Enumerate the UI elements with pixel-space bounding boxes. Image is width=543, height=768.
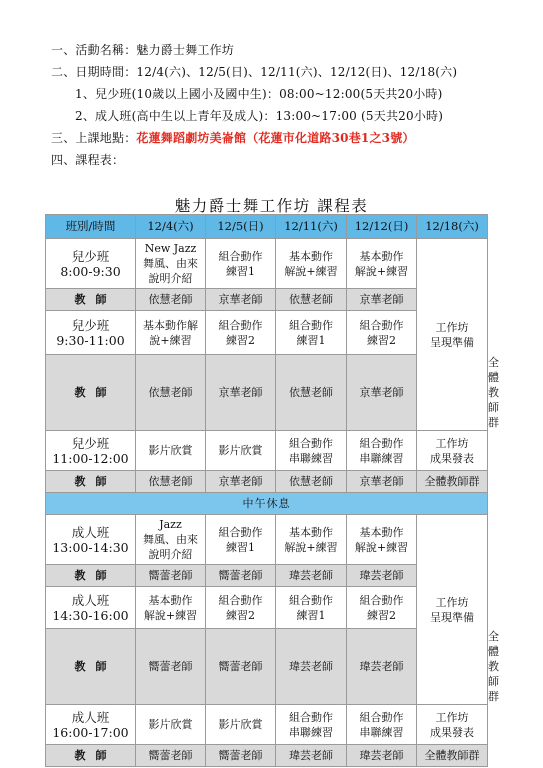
course-cell: 基本動作解 說+練習 [136,311,206,355]
header-cell: 12/11(六) [276,215,347,239]
teacher-cell: 依慧老師 [136,289,206,311]
teacher-cell: 嚮蕾老師 [136,565,206,587]
course-cell: 組合動作 練習1 [206,515,276,565]
venue-label: 三、上課地點： [51,131,137,145]
class-time-cell: 成人班 14:30-16:00 [46,587,136,629]
teacher-cell: 瑋芸老師 [347,629,417,705]
teacher-cell: 京華老師 [206,355,276,431]
teacher-cell: 京華老師 [347,355,417,431]
event-name-line: 一、活動名稱：魅力爵士舞工作坊 [51,43,235,57]
teacher-cell: 嚮蕾老師 [136,745,206,767]
teacher-cell: 嚮蕾老師 [206,629,276,705]
teacher-cell: 瑋芸老師 [276,745,347,767]
teacher-cell: 依慧老師 [276,289,347,311]
header-cell: 12/5(日) [206,215,276,239]
teacher-cell: 瑋芸老師 [347,565,417,587]
teacher-cell: 依慧老師 [276,355,347,431]
course-cell: 組合動作 練習2 [206,587,276,629]
prep-cell: 工作坊 呈現準備 [417,239,488,431]
schedule-table [45,214,499,767]
teacher-label: 教師 [46,289,136,311]
course-cell: 影片欣賞 [206,705,276,745]
teacher-cell: 全體教師群 [417,471,488,493]
course-cell: 組合動作 串聯練習 [276,431,347,471]
table-row [46,239,488,289]
class-time-cell: 成人班 16:00-17:00 [46,705,136,745]
course-cell: 影片欣賞 [136,705,206,745]
event-info [51,42,531,174]
class-time-cell: 成人班 13:00-14:30 [46,515,136,565]
teacher-cell: 依慧老師 [136,355,206,431]
course-cell: 工作坊 成果發表 [417,705,488,745]
class-time-cell: 兒少班 9:30-11:00 [46,311,136,355]
teacher-row [46,745,488,767]
teacher-label: 教師 [46,471,136,493]
teacher-cell: 嚮蕾老師 [206,745,276,767]
course-cell: 組合動作 串聯練習 [347,431,417,471]
table-row [46,431,488,471]
teacher-row: 教師 嚮蕾老師 嚮蕾老師 瑋芸老師 瑋芸老師 全體教師群 [46,629,488,705]
teacher-cell: 依慧老師 [276,471,347,493]
teacher-label: 教師 [46,745,136,767]
lunch-break: 中午休息 [46,493,488,515]
teacher-label: 教師 [46,565,136,587]
teacher-cell: 瑋芸老師 [276,629,347,705]
table-row [46,705,488,745]
teacher-cell: 瑋芸老師 [276,565,347,587]
course-cell: New Jazz 舞風、由來 說明介紹 [136,239,206,289]
teacher-label: 教師 [46,355,136,431]
course-cell: 影片欣賞 [206,431,276,471]
teacher-cell: 瑋芸老師 [347,745,417,767]
teacher-cell: 京華老師 [206,471,276,493]
header-row [46,215,488,239]
course-cell: 基本動作 解說+練習 [276,515,347,565]
teacher-cell: 京華老師 [347,471,417,493]
course-cell: 組合動作 串聯練習 [276,705,347,745]
adult-class-line: 2、成人班(高中生以上青年及成人)：13:00~17:00 (5天共20小時) [75,109,444,123]
teacher-cell: 嚮蕾老師 [136,629,206,705]
class-time-cell: 兒少班 11:00-12:00 [46,431,136,471]
teacher-row: 教師 依慧老師 京華老師 依慧老師 京華老師 全體教師群 [46,355,488,431]
teacher-cell: 京華老師 [347,289,417,311]
course-cell: 基本動作 解說+練習 [136,587,206,629]
course-cell: 基本動作 解說+練習 [276,239,347,289]
teacher-label: 教師 [46,629,136,705]
table-row [46,515,488,565]
course-cell: 組合動作 練習2 [206,311,276,355]
schedule-title: 魅力爵士舞工作坊 課程表 [174,197,369,215]
youth-class-line: 1、兒少班(10歲以上國小及國中生)：08:00~12:00(5天共20小時) [75,87,443,101]
header-cell: 12/4(六) [136,215,206,239]
course-cell: 組合動作 練習1 [206,239,276,289]
course-cell: 組合動作 練習1 [276,587,347,629]
teacher-cell: 京華老師 [206,289,276,311]
course-cell: 組合動作 練習2 [347,311,417,355]
event-date-line: 二、日期時間：12/4(六)、12/5(日)、12/11(六)、12/12(日)、12/18(六) [51,65,458,79]
header-cell: 12/18(六) [417,215,488,239]
class-time-cell: 兒少班 8:00-9:30 [46,239,136,289]
teacher-cell: 嚮蕾老師 [206,565,276,587]
schedule-heading: 四、課程表： [51,153,125,167]
venue-value: 花蓮舞蹈劇坊美崙館（花蓮市化道路30巷1之3號） [136,131,415,145]
course-cell: 組合動作 練習1 [276,311,347,355]
prep-cell: 工作坊 呈現準備 [417,515,488,705]
course-cell: 影片欣賞 [136,431,206,471]
course-cell: 組合動作 串聯練習 [347,705,417,745]
teacher-cell: 全體教師群 [417,745,488,767]
header-cell: 班別/時間 [46,215,136,239]
header-cell: 12/12(日) [347,215,417,239]
teacher-cell: 依慧老師 [136,471,206,493]
venue-line [51,130,531,152]
lunch-row [46,493,488,515]
course-cell: 基本動作 解說+練習 [347,515,417,565]
course-cell: 組合動作 練習2 [347,587,417,629]
course-cell: 基本動作 解說+練習 [347,239,417,289]
teacher-row [46,471,488,493]
course-cell: 工作坊 成果發表 [417,431,488,471]
course-cell: Jazz 舞風、由來 說明介紹 [136,515,206,565]
